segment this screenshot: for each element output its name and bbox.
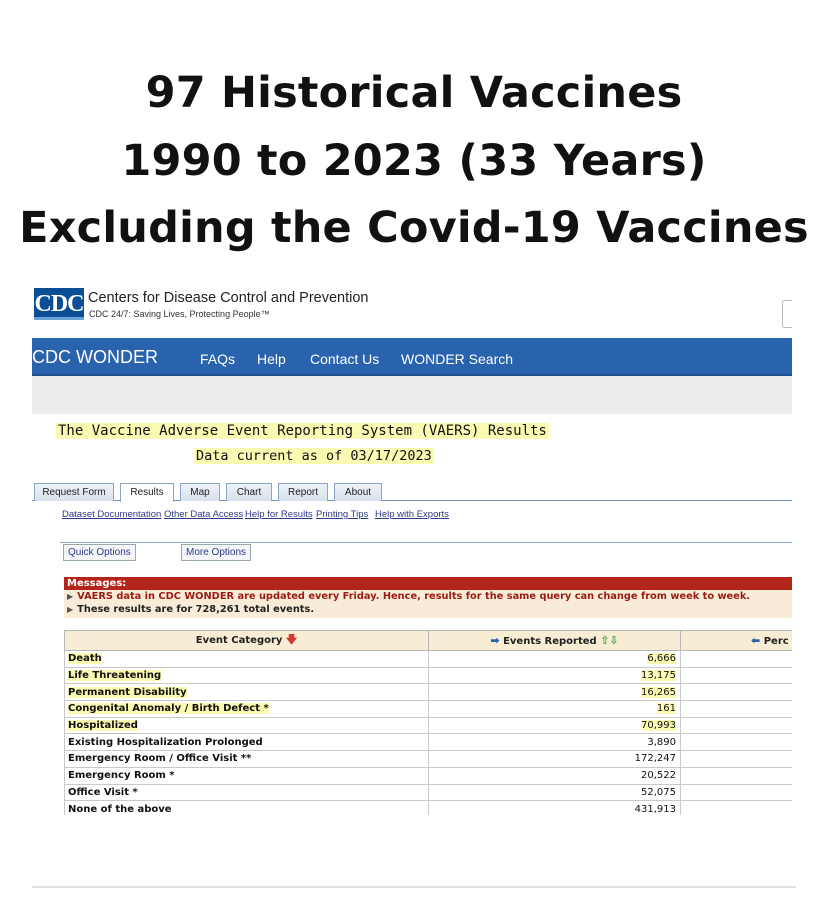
message-total-events — [67, 604, 314, 615]
table-row — [65, 667, 793, 684]
top-navbar — [32, 338, 792, 376]
tab-report[interactable]: Report — [278, 483, 328, 501]
messages-panel — [64, 590, 792, 618]
events-reported-cell: 6,666 — [647, 653, 676, 665]
event-category-cell: Existing Hospitalization Prolonged — [68, 736, 263, 748]
sort-up-down-icon: ⇧⇩ — [600, 634, 619, 647]
tab-bar — [32, 483, 792, 501]
percent-cell — [681, 717, 793, 734]
percent-cell — [681, 734, 793, 751]
results-table — [64, 630, 792, 815]
event-category-cell: Emergency Room / Office Visit ** — [68, 753, 252, 765]
nav-contact-us[interactable]: Contact Us — [310, 351, 380, 367]
cdc-logo[interactable]: CDC — [34, 288, 84, 320]
search-box-edge[interactable] — [782, 300, 792, 328]
events-reported-cell: 16,265 — [641, 686, 676, 698]
events-reported-cell: 431,913 — [634, 803, 676, 815]
arrow-left-icon: ⬅ — [751, 634, 761, 647]
percent-cell — [681, 801, 793, 815]
percent-cell — [681, 667, 793, 684]
col-events-reported[interactable]: ➡ Events Reported ⇧⇩ — [429, 631, 681, 651]
gray-subheader-bar — [32, 376, 792, 414]
percent-cell — [681, 651, 793, 668]
cdc-tagline: CDC 24/7: Saving Lives, Protecting People™ — [89, 309, 270, 319]
col-event-category[interactable]: Event Category 🡇 — [65, 631, 429, 651]
table-row — [65, 767, 793, 784]
link-other-data-access[interactable]: Other Data Access — [164, 509, 244, 520]
table-row — [65, 784, 793, 801]
events-reported-cell: 52,075 — [641, 786, 676, 798]
message-text: These results are for 728,261 total events. — [77, 604, 315, 615]
nav-faqs[interactable]: FAQs — [200, 351, 236, 367]
event-category-cell: Hospitalized — [68, 720, 138, 732]
event-category-cell: Emergency Room * — [68, 770, 175, 782]
message-update-notice — [67, 591, 750, 602]
percent-cell — [681, 701, 793, 718]
quick-options-button[interactable]: Quick Options — [63, 544, 136, 561]
headline-line-1: 97 Historical Vaccines — [145, 68, 683, 118]
tab-about[interactable]: About — [334, 483, 382, 501]
event-category-cell: Life Threatening — [68, 670, 162, 682]
percent-cell — [681, 751, 793, 768]
percent-cell — [681, 684, 793, 701]
table-row — [65, 651, 793, 668]
link-dataset-documentation[interactable]: Dataset Documentation — [62, 509, 162, 520]
events-reported-cell: 161 — [656, 703, 676, 715]
table-row — [65, 701, 793, 718]
tab-map[interactable]: Map — [180, 483, 220, 501]
cdc-agency-name: Centers for Disease Control and Prevention — [88, 290, 369, 306]
events-reported-cell: 172,247 — [634, 753, 676, 765]
sort-down-icon: 🡇 — [285, 633, 298, 646]
triangle-right-icon: ▶ — [67, 592, 74, 601]
page-title: The Vaccine Adverse Event Reporting System (VAERS) Results — [58, 423, 547, 439]
cdc-wonder-screenshot — [32, 280, 792, 815]
table-row — [65, 717, 793, 734]
tab-chart[interactable]: Chart — [226, 483, 272, 501]
events-reported-cell: 3,890 — [647, 736, 676, 748]
table-row — [65, 734, 793, 751]
triangle-right-icon: ▶ — [67, 605, 74, 614]
events-reported-cell: 13,175 — [641, 670, 676, 682]
event-category-cell: Death — [68, 653, 102, 665]
table-header-row — [65, 631, 793, 651]
headline-line-2: 1990 to 2023 (33 Years) — [121, 136, 707, 186]
messages-header: Messages: — [64, 577, 792, 590]
event-category-cell: Congenital Anomaly / Birth Defect * — [68, 703, 269, 715]
events-reported-cell: 70,993 — [641, 720, 676, 732]
nav-wonder-search[interactable]: WONDER Search — [401, 351, 514, 367]
col-percent[interactable]: ⬅ Perc — [681, 631, 793, 651]
event-category-cell: None of the above — [68, 803, 172, 815]
link-help-for-results[interactable]: Help for Results — [245, 509, 313, 520]
data-current-date: Data current as of 03/17/2023 — [196, 448, 432, 464]
percent-cell — [681, 784, 793, 801]
events-reported-cell: 20,522 — [641, 770, 676, 782]
bottom-divider — [32, 886, 796, 888]
nav-help[interactable]: Help — [257, 351, 286, 367]
cdc-header — [32, 286, 792, 326]
event-category-cell: Office Visit * — [68, 786, 138, 798]
arrow-right-icon: ➡ — [490, 634, 500, 647]
table-row — [65, 684, 793, 701]
link-help-with-exports[interactable]: Help with Exports — [375, 509, 449, 520]
link-printing-tips[interactable]: Printing Tips — [316, 509, 369, 520]
tab-request-form[interactable]: Request Form — [34, 483, 114, 501]
event-category-cell: Permanent Disability — [68, 686, 187, 698]
message-text: VAERS data in CDC WONDER are updated every Friday. Hence, results for the same query can change from week to week. — [77, 591, 751, 602]
more-options-button[interactable]: More Options — [181, 544, 251, 561]
table-row — [65, 801, 793, 815]
nav-brand[interactable]: CDC WONDER — [32, 347, 158, 367]
headline-line-3: Excluding the Covid-19 Vaccines — [19, 203, 809, 253]
tab-results[interactable]: Results — [120, 483, 174, 502]
divider — [60, 542, 792, 543]
percent-cell — [681, 767, 793, 784]
table-row — [65, 751, 793, 768]
